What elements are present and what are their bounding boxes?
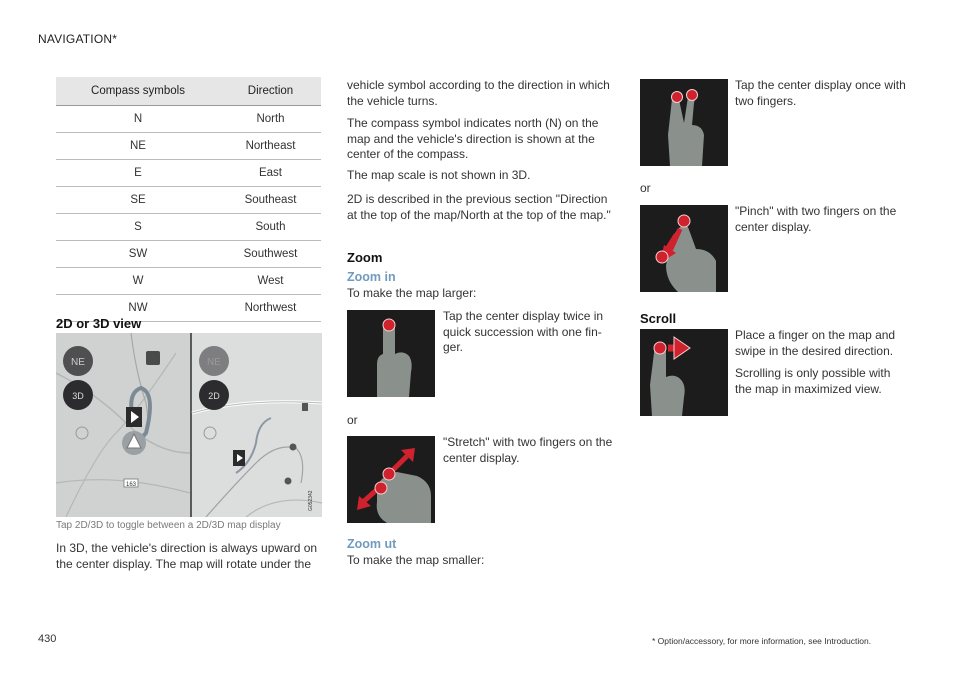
table-cell: NE — [56, 133, 220, 160]
scroll-gesture-image — [640, 329, 728, 416]
compass-badge-label: NE — [71, 357, 85, 368]
table-row — [56, 133, 321, 160]
column-header: Compass symbols — [56, 77, 220, 106]
pinch-gesture-image — [640, 205, 728, 292]
gesture-description: Place a finger on the map and swipe in the desired direction. — [735, 328, 896, 358]
table-cell: SE — [56, 187, 220, 214]
body-paragraph: 2D is described in the previous section "Direction at the top of the map/North at the top of the map." — [347, 192, 611, 222]
or-separator: or — [640, 181, 651, 195]
table-cell: West — [220, 268, 321, 295]
table-row — [56, 241, 321, 268]
section-heading-2d-3d: 2D or 3D view — [56, 316, 142, 331]
gesture-description: Tap the center display twice in quick succession with one fin-ger. — [443, 309, 604, 354]
gesture-description: "Stretch" with two fingers on the center display. — [443, 435, 613, 465]
table-row — [56, 187, 321, 214]
map-illustration — [56, 333, 322, 517]
page-number: 430 — [38, 633, 57, 645]
table-header-row — [56, 77, 321, 106]
table-cell: N — [56, 106, 220, 133]
compass-badge-label: NE — [207, 357, 221, 368]
body-paragraph: To make the map larger: — [347, 286, 477, 300]
body-paragraph: vehicle symbol according to the direction in which the vehicle turns. — [347, 78, 610, 108]
body-paragraph: To make the map smaller: — [347, 553, 485, 567]
poi-icon — [146, 351, 160, 365]
gesture-description: "Pinch" with two fingers on the center display. — [735, 204, 897, 234]
table-row — [56, 160, 321, 187]
table-cell: North — [220, 106, 321, 133]
view-toggle-label: 3D — [72, 391, 84, 401]
table-cell: SW — [56, 241, 220, 268]
two-finger-tap-gesture-image — [640, 79, 728, 166]
double-tap-gesture-image — [347, 310, 435, 397]
subheading-zoom-in: Zoom in — [347, 270, 396, 284]
subheading-zoom-out: Zoom ut — [347, 537, 397, 551]
table-cell: Northwest — [220, 295, 321, 322]
section-heading-scroll: Scroll — [640, 311, 677, 326]
stretch-gesture-image — [347, 436, 435, 523]
gesture-description: Tap the center display once with two fingers. — [735, 78, 906, 108]
hand-icon — [377, 322, 412, 397]
running-header: NAVIGATION* — [38, 32, 118, 46]
table-cell: Southeast — [220, 187, 321, 214]
column-header: Direction — [220, 77, 321, 106]
compass-table — [56, 77, 321, 322]
gesture-description: Scrolling is only possible with the map in maximized view. — [735, 366, 891, 396]
image-code: G052342 — [308, 490, 314, 511]
table-row — [56, 268, 321, 295]
table-cell: Northeast — [220, 133, 321, 160]
table-cell: E — [56, 160, 220, 187]
hand-icon — [377, 472, 431, 523]
road-number: 163 — [125, 482, 137, 488]
view-toggle-label: 2D — [208, 391, 220, 401]
section-heading-zoom: Zoom — [347, 250, 383, 265]
table-row — [56, 106, 321, 133]
table-cell: S — [56, 214, 220, 241]
table-cell: South — [220, 214, 321, 241]
table-row — [56, 214, 321, 241]
body-paragraph: The map scale is not shown in 3D. — [347, 168, 531, 182]
figure-caption: Tap 2D/3D to toggle between a 2D/3D map display — [56, 520, 281, 531]
table-cell: Southwest — [220, 241, 321, 268]
hand-icon — [668, 93, 704, 167]
footnote: * Option/accessory, for more information, see Introduction. — [652, 636, 872, 646]
table-cell: W — [56, 268, 220, 295]
body-paragraph: In 3D, the vehicle's direction is always upward on the center display. The map will rotate under the — [56, 541, 318, 571]
or-separator: or — [347, 413, 358, 427]
table-cell: NW — [56, 295, 220, 322]
table-cell: East — [220, 160, 321, 187]
body-paragraph: The compass symbol indicates north (N) on the map and the vehicle's direction is shown at the center of the compass. — [347, 116, 599, 161]
